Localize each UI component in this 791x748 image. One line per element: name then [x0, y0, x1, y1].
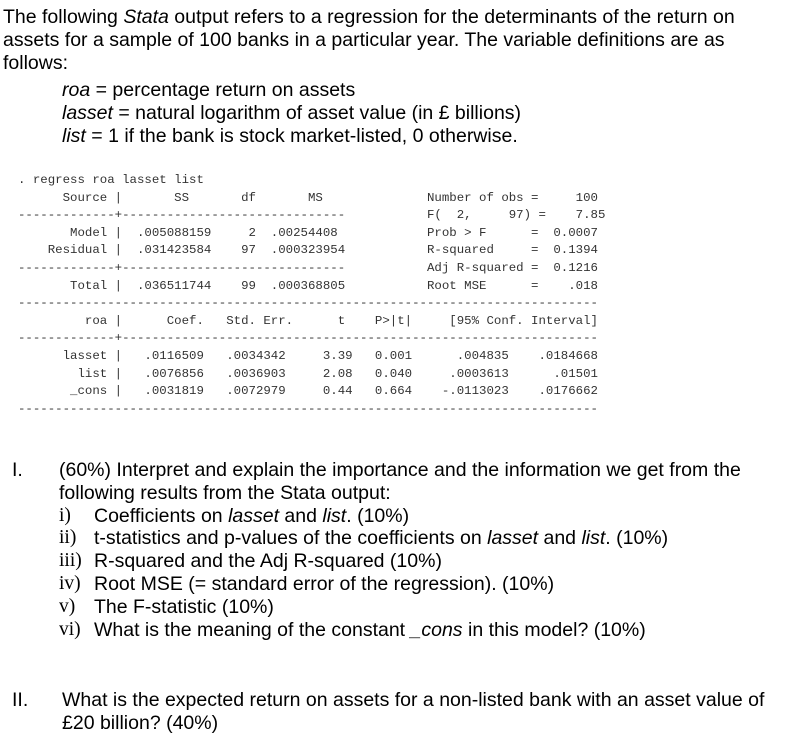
definition-var: list	[62, 125, 86, 147]
sub-text: in this model? (10%)	[462, 618, 646, 641]
sub-question-iii	[59, 550, 779, 573]
stata-line: Model | .005088159 2 .00254408 Prob > F = 0.0007	[18, 225, 598, 240]
sub-text: R-squared and the Adj R-squared (10%)	[94, 550, 442, 573]
definition-text: = 1 if the bank is stock market-listed, 0 otherwise.	[85, 125, 518, 147]
stata-line: lasset | .0116509 .0034342 3.39 0.001 .004835 .0184668	[18, 348, 598, 363]
sub-text: What is the meaning of the constant	[94, 618, 411, 641]
definition-text: = percentage return on assets	[90, 79, 356, 101]
sub-text: Coefficients on	[94, 504, 229, 527]
intro-text-1: The following	[3, 6, 124, 28]
sub-var: lasset	[228, 504, 280, 527]
definition-var: lasset	[62, 102, 113, 124]
definition-roa	[62, 79, 521, 102]
stata-line: -------------+------------------------------ Adj R-squared = 0.1216	[18, 260, 598, 275]
sub-question-vi	[59, 619, 779, 642]
sub-text: and	[279, 504, 323, 527]
definition-var: roa	[62, 79, 91, 101]
sub-text: Root MSE (= standard error of the regression). (10%)	[94, 572, 555, 595]
sub-var: _cons	[410, 618, 463, 641]
definition-lasset	[62, 102, 521, 125]
intro-stata-word: Stata	[123, 6, 169, 28]
stata-line: Total | .036511744 99 .000368805 Root MSE = .018	[18, 278, 598, 293]
question-1-items	[59, 505, 779, 642]
stata-line: Source | SS df MS Number of obs = 100	[18, 190, 598, 205]
variable-definitions	[62, 79, 521, 148]
question-2-number: II.	[12, 689, 29, 711]
stata-line: _cons | .0031819 .0072979 0.44 0.664 -.0113023 .0176662	[18, 384, 598, 399]
question-1-text: (60%) Interpret and explain the importance and the information we get from the following results from the Stata output:	[59, 459, 741, 504]
sub-text: . (10%)	[346, 504, 410, 527]
sub-numeral: iv)	[59, 572, 81, 594]
stata-line: ------------------------------------------------------------------------------	[18, 296, 598, 311]
sub-numeral: v)	[59, 595, 76, 617]
intro-text-2: output refers to a regression for the determinants of the return on assets for a sample of 100 banks in a particular year. The variable definitions are as follows:	[3, 6, 735, 74]
sub-question-ii	[59, 527, 779, 550]
sub-var: list	[322, 504, 347, 527]
sub-text: t-statistics and p-values of the coefficients on	[94, 527, 488, 550]
definition-list	[62, 125, 521, 148]
sub-question-i	[59, 505, 779, 528]
stata-output	[18, 172, 605, 418]
stata-line: list | .0076856 .0036903 2.08 0.040 .0003613 .01501	[18, 366, 598, 381]
sub-numeral: iii)	[59, 550, 82, 572]
sub-numeral: i)	[59, 504, 71, 526]
intro-paragraph	[3, 6, 783, 75]
definition-text: = natural logarithm of asset value (in £ billions)	[112, 102, 522, 124]
stata-line: . regress roa lasset list	[18, 173, 204, 187]
sub-text: and	[538, 527, 582, 550]
sub-text: . (10%)	[605, 527, 669, 550]
sub-question-iv	[59, 573, 779, 596]
sub-numeral: vi)	[59, 618, 81, 640]
question-2-text: What is the expected return on assets for a non-listed bank with an asset value of £20 billion? (40%)	[62, 689, 765, 734]
stata-line: -------------+------------------------------ F( 2, 97) = 7.85	[18, 208, 606, 223]
stata-line: -------------+----------------------------------------------------------------	[18, 331, 598, 346]
sub-question-v	[59, 596, 779, 619]
stata-line: ------------------------------------------------------------------------------	[18, 401, 598, 416]
sub-var: list	[581, 527, 606, 550]
stata-line: Residual | .031423584 97 .000323954 R-squared = 0.1394	[18, 243, 598, 258]
sub-var: lasset	[487, 527, 539, 550]
sub-numeral: ii)	[59, 527, 77, 549]
sub-text: The F-statistic (10%)	[94, 595, 274, 618]
question-1-number: I.	[12, 459, 23, 481]
stata-line: roa | Coef. Std. Err. t P>|t| [95% Conf. Interval]	[18, 313, 598, 328]
